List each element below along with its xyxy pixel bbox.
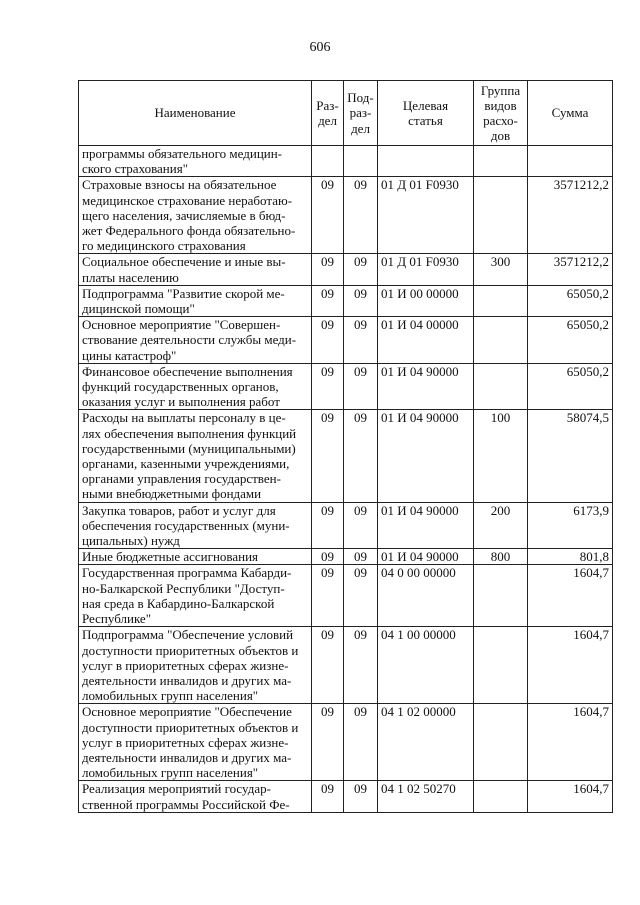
cell-target: 04 0 00 00000 (378, 565, 474, 627)
cell-sum: 65050,2 (528, 285, 613, 316)
table-row (79, 254, 613, 285)
cell-sum: 6173,9 (528, 502, 613, 549)
cell-subsection: 09 (344, 627, 378, 704)
cell-name: Основное мероприятие "Обеспечение доступности приоритетных объектов и услуг в приоритетных сферах жизне- деятельности инвалидов и других ма- ломобильных групп населения" (79, 704, 312, 781)
cell-subsection: 09 (344, 704, 378, 781)
cell-subsection: 09 (344, 549, 378, 565)
cell-name: Иные бюджетные ассигнования (79, 549, 312, 565)
cell-sum: 3571212,2 (528, 254, 613, 285)
header-group: Группа видов расхо- дов (474, 81, 528, 146)
cell-subsection: 09 (344, 177, 378, 254)
cell-sum: 1604,7 (528, 781, 613, 812)
cell-target: 01 И 04 00000 (378, 317, 474, 364)
cell-sum: 1604,7 (528, 704, 613, 781)
cell-section: 09 (312, 254, 344, 285)
cell-target: 04 1 02 50270 (378, 781, 474, 812)
cell-target (378, 146, 474, 177)
cell-target: 01 И 00 00000 (378, 285, 474, 316)
cell-subsection: 09 (344, 565, 378, 627)
cell-target: 01 И 04 90000 (378, 410, 474, 502)
header-target: Целевая статья (378, 81, 474, 146)
cell-section: 09 (312, 410, 344, 502)
table-row (79, 363, 613, 410)
cell-name: Основное мероприятие "Совершен- ствование деятельности службы меди- цины катастроф" (79, 317, 312, 364)
cell-subsection: 09 (344, 502, 378, 549)
cell-name: Реализация мероприятий государ- ственной программы Российской Фе- (79, 781, 312, 812)
cell-subsection: 09 (344, 363, 378, 410)
cell-name: Государственная программа Кабарди- но-Балкарской Республики "Доступ- ная среда в Кабардино-Балкарской Республике" (79, 565, 312, 627)
cell-group: 200 (474, 502, 528, 549)
header-name: Наименование (79, 81, 312, 146)
cell-name: Расходы на выплаты персоналу в це- лях обеспечения выполнения функций государственными (муниципальными) органами, казенными учреждениями, органами управления государствен- ными внебюджетными фондами (79, 410, 312, 502)
cell-subsection: 09 (344, 317, 378, 364)
cell-section: 09 (312, 704, 344, 781)
cell-target: 01 И 04 90000 (378, 502, 474, 549)
cell-subsection: 09 (344, 781, 378, 812)
table-row (79, 317, 613, 364)
cell-sum (528, 146, 613, 177)
cell-name: Страховые взносы на обязательное медицинское страхование неработаю- щего населения, зачисляемые в бюд- жет Федерального фонда обязательно- го медицинского страхования (79, 177, 312, 254)
cell-name: Подпрограмма "Развитие скорой ме- дицинской помощи" (79, 285, 312, 316)
cell-group: 300 (474, 254, 528, 285)
cell-name: Подпрограмма "Обеспечение условий доступности приоритетных объектов и услуг в приоритетных сферах жизне- деятельности инвалидов и других ма- ломобильных групп населения" (79, 627, 312, 704)
table-row (79, 146, 613, 177)
cell-section: 09 (312, 549, 344, 565)
cell-sum: 1604,7 (528, 627, 613, 704)
cell-section: 09 (312, 363, 344, 410)
cell-section: 09 (312, 627, 344, 704)
cell-section (312, 146, 344, 177)
cell-name: Социальное обеспечение и иные вы- платы населению (79, 254, 312, 285)
cell-group (474, 285, 528, 316)
table-row (79, 177, 613, 254)
cell-sum: 58074,5 (528, 410, 613, 502)
table-row (79, 502, 613, 549)
table-row (79, 781, 613, 812)
table-row (79, 704, 613, 781)
table-row (79, 285, 613, 316)
cell-section: 09 (312, 317, 344, 364)
header-row (79, 81, 613, 146)
cell-group (474, 704, 528, 781)
cell-section: 09 (312, 285, 344, 316)
cell-target: 01 Д 01 F0930 (378, 254, 474, 285)
cell-group (474, 565, 528, 627)
table-row (79, 549, 613, 565)
cell-name: программы обязательного медицин- ского страхования" (79, 146, 312, 177)
cell-group (474, 781, 528, 812)
cell-target: 01 Д 01 F0930 (378, 177, 474, 254)
page-number: 606 (309, 40, 331, 55)
cell-group (474, 317, 528, 364)
cell-target: 04 1 00 00000 (378, 627, 474, 704)
cell-group (474, 627, 528, 704)
table-row (79, 565, 613, 627)
cell-subsection: 09 (344, 254, 378, 285)
cell-section: 09 (312, 502, 344, 549)
header-sum: Сумма (528, 81, 613, 146)
cell-group (474, 363, 528, 410)
cell-section: 09 (312, 565, 344, 627)
cell-name: Финансовое обеспечение выполнения функций государственных органов, оказания услуг и выполнения работ (79, 363, 312, 410)
header-section: Раз- дел (312, 81, 344, 146)
cell-sum: 1604,7 (528, 565, 613, 627)
cell-group: 100 (474, 410, 528, 502)
cell-target: 04 1 02 00000 (378, 704, 474, 781)
budget-table (78, 80, 613, 813)
cell-sum: 65050,2 (528, 317, 613, 364)
cell-target: 01 И 04 90000 (378, 363, 474, 410)
cell-sum: 65050,2 (528, 363, 613, 410)
table-row (79, 410, 613, 502)
cell-subsection: 09 (344, 285, 378, 316)
cell-group (474, 146, 528, 177)
cell-target: 01 И 04 90000 (378, 549, 474, 565)
cell-group: 800 (474, 549, 528, 565)
cell-subsection (344, 146, 378, 177)
cell-sum: 801,8 (528, 549, 613, 565)
cell-group (474, 177, 528, 254)
cell-subsection: 09 (344, 410, 378, 502)
cell-section: 09 (312, 781, 344, 812)
header-subsection: Под- раз- дел (344, 81, 378, 146)
cell-sum: 3571212,2 (528, 177, 613, 254)
cell-section: 09 (312, 177, 344, 254)
cell-name: Закупка товаров, работ и услуг для обеспечения государственных (муни- ципальных) нужд (79, 502, 312, 549)
table-row (79, 627, 613, 704)
